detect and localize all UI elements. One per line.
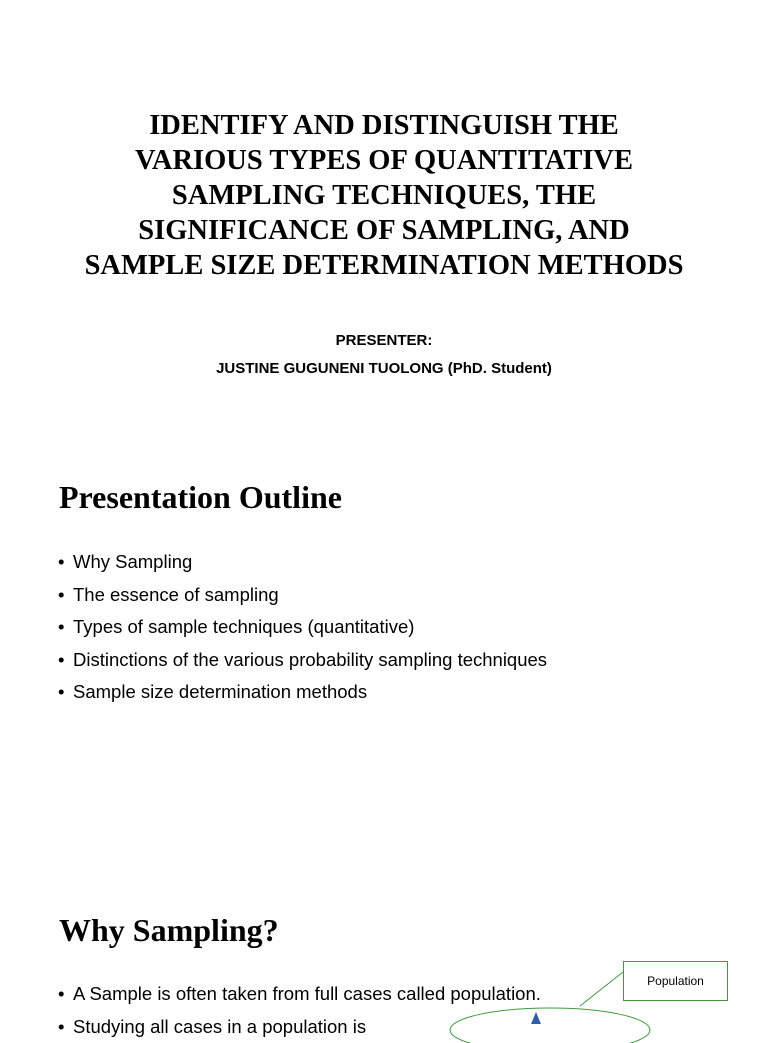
why-sampling-slide: [0, 872, 768, 1024]
presenter-block: [0, 327, 768, 383]
outline-heading: Presentation Outline: [59, 477, 342, 517]
list-item-text: A Sample is often taken from full cases called population.: [73, 983, 541, 1004]
main-title-line-4: SIGNIFICANCE OF SAMPLING, AND: [20, 213, 748, 248]
arrow-icon: [531, 1012, 541, 1024]
bullet-icon: •: [58, 611, 64, 644]
bullet-icon: •: [58, 546, 64, 579]
population-box: Population: [623, 961, 728, 1001]
outline-list: [58, 546, 547, 709]
list-item-text: Studying all cases in a population is: [73, 1016, 366, 1037]
list-item-text: The essence of sampling: [73, 584, 279, 605]
bullet-icon: •: [58, 644, 64, 677]
why-sampling-heading: Why Sampling?: [59, 910, 279, 950]
list-item: [58, 546, 547, 579]
list-item-text: Sample size determination methods: [73, 681, 367, 702]
bullet-icon: •: [58, 978, 64, 1011]
main-title-line-2: VARIOUS TYPES OF QUANTITATIVE: [20, 143, 748, 178]
presenter-name: JUSTINE GUGUNENI TUOLONG (PhD. Student): [0, 355, 768, 383]
outline-slide: [0, 440, 768, 872]
presenter-label: PRESENTER:: [0, 327, 768, 355]
main-title: [20, 108, 748, 283]
main-title-line-3: SAMPLING TECHNIQUES, THE: [20, 178, 748, 213]
list-item-text: Why Sampling: [73, 551, 192, 572]
bullet-icon: •: [58, 1011, 64, 1043]
main-title-line-5: SAMPLE SIZE DETERMINATION METHODS: [20, 248, 748, 283]
main-title-line-1: IDENTIFY AND DISTINGUISH THE: [20, 108, 748, 143]
title-slide: [0, 0, 768, 432]
list-item: [58, 611, 547, 644]
bullet-icon: •: [58, 579, 64, 612]
bullet-icon: •: [58, 676, 64, 709]
list-item-text: Types of sample techniques (quantitative): [73, 616, 414, 637]
list-item: [58, 579, 547, 612]
connector-line: [580, 972, 623, 1006]
list-item: [58, 644, 547, 677]
list-item-text: Distinctions of the various probability sampling techniques: [73, 649, 547, 670]
list-item: [58, 676, 547, 709]
